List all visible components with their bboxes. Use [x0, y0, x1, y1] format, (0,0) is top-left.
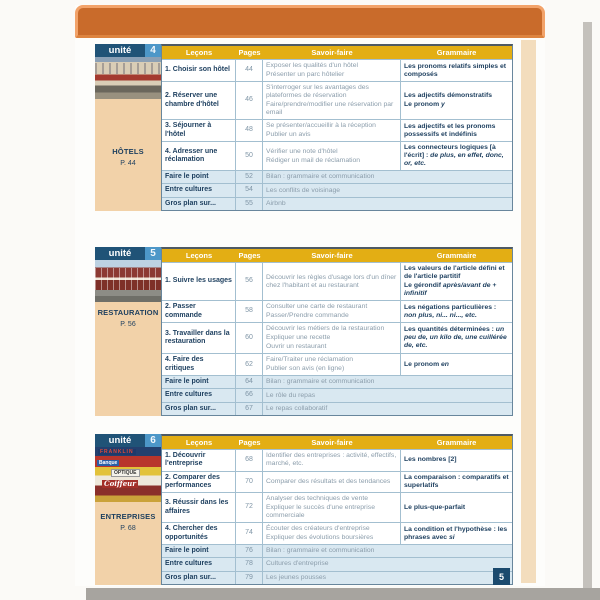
savoir-line: Expliquer une recette: [266, 334, 331, 342]
savoir-faire-cell: [263, 323, 401, 353]
grammar-line: [404, 456, 509, 464]
summary-label: Gros plan sur...: [165, 404, 216, 412]
page-value: 54: [245, 186, 253, 194]
grammar-cell: [401, 142, 512, 170]
pages-cell: [236, 171, 263, 183]
unit-6-left-column: [95, 434, 161, 585]
grammar-text: Les adjectifs démonstratifs: [404, 92, 493, 100]
grammar-text: Les négations particulières :: [404, 303, 497, 311]
column-header-grammaire: Grammaire: [436, 48, 477, 57]
summary-label-cell: [162, 376, 236, 388]
pages-cell: [236, 472, 263, 493]
unit-tab: [95, 434, 161, 447]
pages-cell: [236, 523, 263, 544]
lesson-row: [162, 81, 512, 119]
unit-page-label: P. 56: [120, 321, 136, 328]
grammar-line: [404, 282, 509, 298]
unit-4-table: [161, 44, 513, 211]
savoir-faire-cell: [263, 301, 401, 322]
savoir-line: Rédiger un mail de réclamation: [266, 156, 361, 164]
page-value: 74: [245, 529, 253, 537]
collage-sign-banque: Banque: [99, 460, 118, 466]
savoir-line: Découvrir les règles d'usage lors d'un dîner chez l'habitant et au restaurant: [266, 273, 397, 289]
grammar-line: [404, 101, 509, 109]
lesson-title: 4. Chercher des opportunités: [165, 525, 218, 541]
savoir-faire-cell: [263, 493, 401, 522]
page-value: 44: [245, 66, 253, 74]
grammar-cell: [401, 523, 512, 544]
summary-row-entre-cultures: [162, 557, 512, 570]
lesson-cell: [162, 323, 236, 353]
lesson-row: [162, 59, 512, 81]
unit-category-box: [95, 302, 161, 416]
lesson-title: 3. Séjourner à l'hôtel: [165, 122, 212, 138]
summary-label: Faire le point: [165, 173, 209, 181]
summary-text-cell: [263, 184, 512, 196]
summary-label-cell: [162, 572, 236, 584]
savoir-faire-cell: [263, 120, 401, 141]
savoir-faire-cell: [263, 450, 401, 471]
savoir-faire-cell: [263, 354, 401, 375]
grammar-text: Le pronom: [404, 101, 442, 109]
unit-word: unité: [95, 434, 145, 447]
savoir-line: Comparer des résultats et des tendances: [266, 477, 391, 485]
savoir-line: Consulter une carte de restaurant: [266, 303, 368, 311]
page-value: 70: [245, 477, 253, 485]
grammar-italic: y: [441, 101, 445, 109]
page-value: 68: [245, 456, 253, 464]
unit-number: 6: [145, 434, 161, 447]
pages-cell: [236, 323, 263, 353]
page-value: 48: [245, 126, 253, 134]
grammar-line: [404, 304, 509, 320]
summary-label-cell: [162, 389, 236, 401]
page-value: 56: [245, 277, 253, 285]
savoir-line: Publier son avis (en ligne): [266, 365, 345, 373]
unit-number: 4: [145, 44, 161, 57]
unit-category-label: ENTREPRISES: [100, 512, 156, 521]
savoir-line: Expliquer des évolutions boursières: [266, 534, 374, 542]
grammar-italic: de plus, en effet, donc, or, etc.: [404, 152, 504, 168]
grammar-italic: après/avant de + infinitif: [404, 282, 497, 298]
savoir-line: Identifier des entreprises : activité, effectifs, marché, etc.: [266, 452, 397, 468]
shop-signs-collage-photo: [95, 447, 161, 502]
summary-label: Faire le point: [165, 547, 209, 555]
lesson-cell: [162, 82, 236, 119]
collage-sign-coiffeur: Coiffeur: [104, 479, 136, 488]
summary-label: Entre cultures: [165, 560, 213, 568]
pages-cell: [236, 558, 263, 570]
grammar-cell: [401, 82, 512, 119]
lesson-row: [162, 449, 512, 471]
pages-cell: [236, 572, 263, 584]
summary-text-cell: [263, 389, 512, 401]
column-header-pages: Pages: [238, 251, 261, 260]
grammar-text: Les quantités déterminées :: [404, 326, 496, 334]
unit-4-section: [95, 44, 513, 211]
column-header-savoir-faire: Savoir-faire: [311, 438, 353, 447]
table-header: [162, 46, 512, 59]
grammar-text: Les valeurs de l'article défini et de l'article partitif: [404, 265, 505, 281]
unit-category-label: HÔTELS: [112, 147, 144, 156]
grammar-text: La comparaison : comparatifs et superlatifs: [404, 473, 509, 489]
summary-row-entre-cultures: [162, 388, 512, 401]
unit-tab: [95, 247, 161, 260]
page-value: 66: [245, 391, 253, 399]
savoir-line: Écouter des créateurs d'entreprise: [266, 525, 370, 533]
savoir-line: Analyser des techniques de vente: [266, 495, 369, 502]
grammar-cell: [401, 493, 512, 522]
summary-text: Bilan : grammaire et communication: [266, 173, 375, 181]
pages-cell: [236, 376, 263, 388]
page-value: 55: [245, 199, 253, 207]
savoir-faire-cell: [263, 472, 401, 493]
summary-label: Entre cultures: [165, 391, 213, 399]
grammar-text: Les nombres [2]: [404, 456, 457, 464]
summary-label: Gros plan sur...: [165, 199, 216, 207]
summary-text-cell: [263, 198, 512, 210]
grammar-cell: [401, 354, 512, 375]
summary-text-cell: [263, 403, 512, 415]
pages-cell: [236, 60, 263, 81]
savoir-line: Se présenter/accueillir à la réception: [266, 122, 376, 130]
summary-text-cell: [263, 376, 512, 388]
grammar-cell: [401, 450, 512, 471]
summary-text: Airbnb: [266, 199, 286, 207]
grammar-line: [404, 326, 509, 350]
restaurant-building-photo: [95, 260, 161, 302]
grammar-cell: [401, 263, 512, 300]
column-header-lecons: Leçons: [185, 251, 213, 260]
grammar-italic: en: [441, 360, 449, 368]
lesson-cell: [162, 493, 236, 522]
unit-6-table: [161, 434, 513, 585]
lesson-row: [162, 262, 512, 300]
summary-row-gros-plan: [162, 402, 512, 415]
summary-label: Faire le point: [165, 378, 209, 386]
grammar-cell: [401, 323, 512, 353]
unit-category-box: [95, 502, 161, 585]
unit-5-left-column: [95, 247, 161, 416]
page-value: 76: [245, 547, 253, 555]
page-edge-tint: [521, 40, 536, 583]
pages-cell: [236, 545, 263, 557]
page-value: 62: [245, 360, 253, 368]
page-value: 79: [245, 573, 253, 581]
savoir-line: Expliquer le succès d'une entreprise commerciale: [266, 504, 375, 520]
grammar-line: [404, 92, 509, 100]
scan-right-shadow: [583, 22, 592, 600]
grammar-line: [404, 526, 509, 542]
page-value: 50: [245, 152, 253, 160]
page-value: 58: [245, 307, 253, 315]
summary-label-cell: [162, 171, 236, 183]
table-header: [162, 436, 512, 449]
summary-label-cell: [162, 558, 236, 570]
pages-cell: [236, 301, 263, 322]
summary-label-cell: [162, 403, 236, 415]
lesson-cell: [162, 354, 236, 375]
summary-label: Gros plan sur...: [165, 573, 216, 581]
grammar-line: [404, 144, 509, 168]
summary-text-cell: [263, 171, 512, 183]
grammar-text: Les connecteurs logiques [à l'écrit] :: [404, 144, 496, 160]
summary-label-cell: [162, 198, 236, 210]
summary-label-cell: [162, 545, 236, 557]
grammar-text: La condition et l'hypothèse : les phrases avec: [404, 525, 508, 541]
page-value: 46: [245, 96, 253, 104]
grammar-text: Le plus-que-parfait: [404, 503, 466, 511]
lesson-cell: [162, 450, 236, 471]
savoir-line: Passer/Prendre commande: [266, 312, 349, 320]
pages-cell: [236, 198, 263, 210]
savoir-line: Publier un avis: [266, 131, 311, 139]
page-number-badge: 5: [493, 568, 510, 585]
savoir-line: S'interroger sur les avantages des plateformes de réservation: [266, 84, 369, 100]
lesson-title: 1. Choisir son hôtel: [165, 66, 230, 74]
lesson-title: 1. Découvrir l'entreprise: [165, 452, 206, 468]
table-header: [162, 249, 512, 262]
pages-cell: [236, 354, 263, 375]
grammar-line: [404, 361, 509, 369]
page-value: 60: [245, 333, 253, 341]
column-header-pages: Pages: [238, 438, 261, 447]
lesson-cell: [162, 120, 236, 141]
lesson-title: 3. Réussir dans les affaires: [165, 499, 229, 515]
column-header-pages: Pages: [238, 48, 261, 57]
summary-row-faire-le-point: [162, 544, 512, 557]
pages-cell: [236, 142, 263, 170]
pages-cell: [236, 389, 263, 401]
grammar-cell: [401, 60, 512, 81]
unit-6-section: [95, 434, 513, 585]
grammar-text: Les pronoms relatifs simples et composés: [404, 62, 506, 78]
pages-cell: [236, 450, 263, 471]
summary-label: Entre cultures: [165, 186, 213, 194]
savoir-faire-cell: [263, 263, 401, 300]
grammar-line: [404, 63, 509, 79]
page-value: 72: [245, 503, 253, 511]
unit-5-section: [95, 247, 513, 416]
lesson-row: [162, 141, 512, 170]
summary-text: Les conflits de voisinage: [266, 186, 341, 194]
unit-tab: [95, 44, 161, 57]
savoir-line: Faire/prendre/modifier une réservation par email: [266, 101, 394, 117]
summary-text: Les jeunes pousses: [266, 573, 327, 581]
pages-cell: [236, 403, 263, 415]
savoir-faire-cell: [263, 523, 401, 544]
grammar-text: Les adjectifs et les pronoms possessifs et indéfinis: [404, 122, 496, 138]
summary-text: Le rôle du repas: [266, 391, 316, 399]
grammar-cell: [401, 120, 512, 141]
unit-word: unité: [95, 44, 145, 57]
grammar-line: [404, 474, 509, 490]
pages-cell: [236, 493, 263, 522]
collage-sign-optique: OPTIQUE: [111, 469, 140, 477]
summary-row-gros-plan: [162, 571, 512, 584]
page-value: 67: [245, 404, 253, 412]
lesson-title: 2. Réserver une chambre d'hôtel: [165, 92, 219, 108]
savoir-line: Découvrir les métiers de la restauration: [266, 325, 385, 333]
top-orange-band: [75, 5, 545, 38]
lesson-cell: [162, 523, 236, 544]
summary-text: Le repas collaboratif: [266, 404, 328, 412]
grammar-italic: si: [448, 533, 455, 541]
column-header-grammaire: Grammaire: [436, 251, 477, 260]
pages-cell: [236, 184, 263, 196]
unit-4-left-column: [95, 44, 161, 211]
savoir-line: Ouvrir un restaurant: [266, 343, 327, 351]
unit-word: unité: [95, 247, 145, 260]
summary-row-faire-le-point: [162, 375, 512, 388]
summary-text: Cultures d'entreprise: [266, 560, 329, 568]
lesson-title: 4. Faire des critiques: [165, 356, 204, 372]
pages-cell: [236, 82, 263, 119]
scan-bottom-shadow: [86, 588, 600, 600]
column-header-savoir-faire: Savoir-faire: [311, 48, 353, 57]
summary-text: Bilan : grammaire et communication: [266, 547, 375, 555]
lesson-cell: [162, 263, 236, 300]
grammar-line: [404, 265, 509, 281]
lesson-row: [162, 353, 512, 375]
column-header-lecons: Leçons: [185, 48, 213, 57]
summary-row-faire-le-point: [162, 170, 512, 183]
grammar-line: [404, 504, 509, 512]
unit-page-label: P. 44: [120, 160, 136, 167]
summary-text-cell: [263, 545, 512, 557]
savoir-line: Exposer les qualités d'un hôtel: [266, 62, 358, 69]
lesson-cell: [162, 60, 236, 81]
grammar-text: Le gérondif: [404, 282, 443, 290]
unit-category-label: RESTAURATION: [97, 308, 159, 317]
lesson-title: 2. Passer commande: [165, 303, 202, 319]
page-value: 52: [245, 173, 253, 181]
lesson-title: 3. Travailler dans la restauration: [165, 329, 230, 346]
summary-text: Bilan : grammaire et communication: [266, 378, 375, 386]
grammar-line: [404, 123, 509, 139]
pages-cell: [236, 120, 263, 141]
page-value: 78: [245, 560, 253, 568]
summary-text-cell: [263, 572, 512, 584]
unit-number: 5: [145, 247, 161, 260]
lesson-cell: [162, 142, 236, 170]
lesson-title: 1. Suivre les usages: [165, 277, 232, 285]
unit-5-table: [161, 247, 513, 416]
grammar-text: Le pronom: [404, 360, 442, 368]
column-header-grammaire: Grammaire: [436, 438, 477, 447]
savoir-line: Présenter un parc hôtelier: [266, 71, 345, 79]
lesson-row: [162, 492, 512, 522]
lesson-row: [162, 300, 512, 322]
summary-row-gros-plan: [162, 197, 512, 210]
savoir-line: Faire/Traiter une réclamation: [266, 356, 354, 364]
summary-row-entre-cultures: [162, 183, 512, 196]
unit-page-label: P. 68: [120, 525, 136, 532]
savoir-faire-cell: [263, 60, 401, 81]
pages-cell: [236, 263, 263, 300]
lesson-title: 4. Adresser une réclamation: [165, 147, 218, 164]
lesson-row: [162, 522, 512, 544]
collage-sign-franklin: FRANKLIN: [100, 449, 134, 455]
column-header-lecons: Leçons: [185, 438, 213, 447]
page-value: 64: [245, 378, 253, 386]
lesson-row: [162, 119, 512, 141]
grammar-cell: [401, 472, 512, 493]
summary-label-cell: [162, 184, 236, 196]
lesson-row: [162, 322, 512, 353]
unit-category-box: [95, 99, 161, 211]
savoir-faire-cell: [263, 142, 401, 170]
savoir-line: Vérifier une note d'hôtel: [266, 147, 338, 155]
lesson-row: [162, 471, 512, 493]
grammar-italic: non plus, ni... ni..., etc.: [404, 311, 477, 319]
hotel-facade-photo: [95, 57, 161, 99]
summary-text-cell: [263, 558, 512, 570]
lesson-cell: [162, 472, 236, 493]
savoir-faire-cell: [263, 82, 401, 119]
column-header-savoir-faire: Savoir-faire: [311, 251, 353, 260]
grammar-italic: un peu de, un kilo de, une cuillérée de, etc.: [404, 326, 507, 350]
lesson-cell: [162, 301, 236, 322]
lesson-title: 2. Comparer des performances: [165, 473, 220, 489]
grammar-cell: [401, 301, 512, 322]
